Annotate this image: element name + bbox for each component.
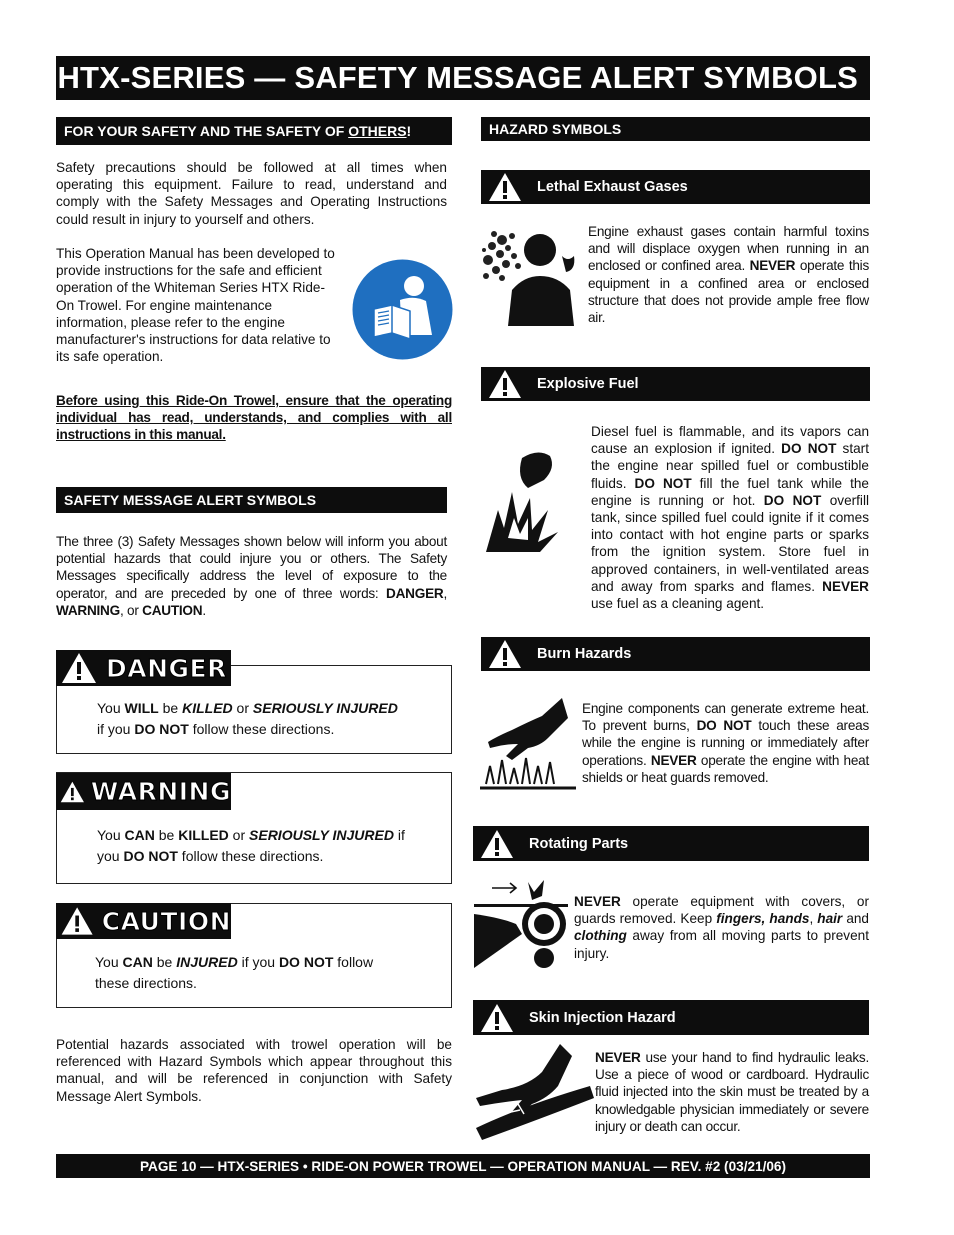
warning-triangle-icon bbox=[485, 637, 525, 671]
skin-text: NEVER use your hand to find hydraulic leaks. Use a piece of wood or cardboard. Hydraulic fluid injected into the skin must be treated by a knowledgable physician immediately or severe injury or death can occur. bbox=[595, 1050, 869, 1134]
warning-triangle-icon bbox=[477, 1001, 517, 1035]
warning-triangle-icon bbox=[477, 827, 517, 861]
safety-heading: FOR YOUR SAFETY AND THE SAFETY OF OTHERS! bbox=[64, 123, 412, 139]
read-manual-icon bbox=[352, 259, 453, 360]
skin-title-bar bbox=[473, 1000, 869, 1035]
warning-triangle-icon bbox=[58, 651, 106, 685]
caution-label-bar bbox=[56, 903, 231, 939]
warning-text: You CAN be KILLED or SERIOUSLY INJURED if you DO NOT follow these directions. bbox=[97, 827, 405, 864]
rotating-title-bar bbox=[473, 826, 869, 861]
page-title-bar bbox=[56, 56, 870, 100]
danger-label-bar bbox=[56, 650, 231, 686]
skin-injection-icon bbox=[472, 1042, 594, 1142]
warning-label-bar bbox=[56, 773, 231, 810]
alert-intro: The three (3) Safety Messages shown below will inform you about potential hazards that could injure you or others. The Safety Messages specifically address the level of exposure to the operator, and are preceded by one of three words: DANGER, WARNING, or CAUTION. bbox=[56, 534, 447, 618]
hazard-symbols-heading: HAZARD SYMBOLS bbox=[489, 121, 622, 137]
safety-para-1: Safety precautions should be followed at all times when operating this equipment. Failure to read, understand and comply with the Safety Messages and Operating Instructions could result in injury to yourself and others. bbox=[56, 160, 447, 227]
warning-triangle-icon bbox=[58, 775, 91, 809]
warning-triangle-icon bbox=[58, 904, 102, 938]
safety-heading-bar bbox=[56, 117, 452, 145]
hazard-symbols-heading-bar bbox=[481, 117, 870, 141]
warning-triangle-icon bbox=[485, 170, 525, 204]
alert-symbols-heading-bar bbox=[56, 487, 447, 513]
explosion-icon bbox=[478, 448, 570, 554]
safety-para-3: Before using this Ride-On Trowel, ensure that the operating individual has read, understands, and complies with all instructions in this manual. bbox=[56, 393, 452, 443]
footer-text: PAGE 10 — HTX-SERIES • RIDE-ON POWER TROWEL — OPERATION MANUAL — REV. #2 (03/21/06) bbox=[139, 1158, 787, 1174]
hot-surface-icon bbox=[478, 696, 578, 792]
burn-title: Burn Hazards bbox=[537, 646, 632, 662]
caution-label: CAUTION bbox=[101, 906, 231, 936]
fuel-title: Explosive Fuel bbox=[537, 376, 639, 392]
page-title: HTX-SERIES — SAFETY MESSAGE ALERT SYMBOLS bbox=[57, 60, 858, 95]
skin-title: Skin Injection Hazard bbox=[529, 1009, 676, 1026]
exhaust-gas-icon bbox=[478, 226, 582, 326]
burn-title-bar bbox=[481, 637, 870, 671]
burn-text: Engine components can generate extreme heat. To prevent burns, DO NOT touch these areas while the engine is running or immediately after operations. NEVER operate the engine with heat shields or heat guards removed. bbox=[582, 701, 870, 785]
page-footer bbox=[56, 1154, 870, 1178]
warning-label: WARNING bbox=[90, 777, 231, 806]
rotating-parts-icon bbox=[472, 878, 568, 972]
rotating-text: NEVER operate equipment with covers, or guards removed. Keep fingers, hands, hair and clothing away from all moving parts to prevent injury. bbox=[574, 894, 869, 961]
danger-label: DANGER bbox=[106, 653, 227, 683]
closing-para: Potential hazards associated with trowel operation will be referenced with Hazard Symbols which appear throughout this manual, and will be referenced in conjunction with Safety Message Alert Symbols. bbox=[56, 1037, 452, 1104]
rotating-title: Rotating Parts bbox=[529, 835, 629, 852]
fuel-title-bar bbox=[481, 367, 870, 401]
warning-triangle-icon bbox=[485, 367, 525, 401]
danger-text: You WILL be KILLED or SERIOUSLY INJURED if you DO NOT follow these directions. bbox=[97, 700, 398, 737]
fuel-text: Diesel fuel is flammable, and its vapors can cause an explosion if ignited. DO NOT start the engine near spilled fuel or combustible fluids. DO NOT fill the fuel tank while the engine is running or hot. DO NOT overfill tank, since spilled fuel could ignite if it comes into contact with hot engine parts or sparks from the ignition system. Store fuel in approved containers, in well-ventilated areas and away from sparks and flames. NEVER use fuel as a cleaning agent. bbox=[591, 424, 869, 612]
alert-symbols-heading: SAFETY MESSAGE ALERT SYMBOLS bbox=[64, 492, 317, 508]
exhaust-title: Lethal Exhaust Gases bbox=[537, 179, 688, 195]
safety-para-2: This Operation Manual has been developed to provide instructions for the safe and efficient operation of the Whiteman Series HTX Ride-On Trowel. For engine maintenance information, please refer to the engine manufacturer's instructions for data relative to its safe operation. bbox=[56, 246, 335, 365]
caution-text: You CAN be INJURED if you DO NOT follow these directions. bbox=[95, 954, 374, 991]
exhaust-title-bar bbox=[481, 170, 870, 204]
exhaust-text: Engine exhaust gases contain harmful toxins and will displace oxygen when running in an enclosed or confined area. NEVER operate this equipment in a confined area or enclosed structure that does not provide ample free flow air. bbox=[588, 224, 869, 326]
